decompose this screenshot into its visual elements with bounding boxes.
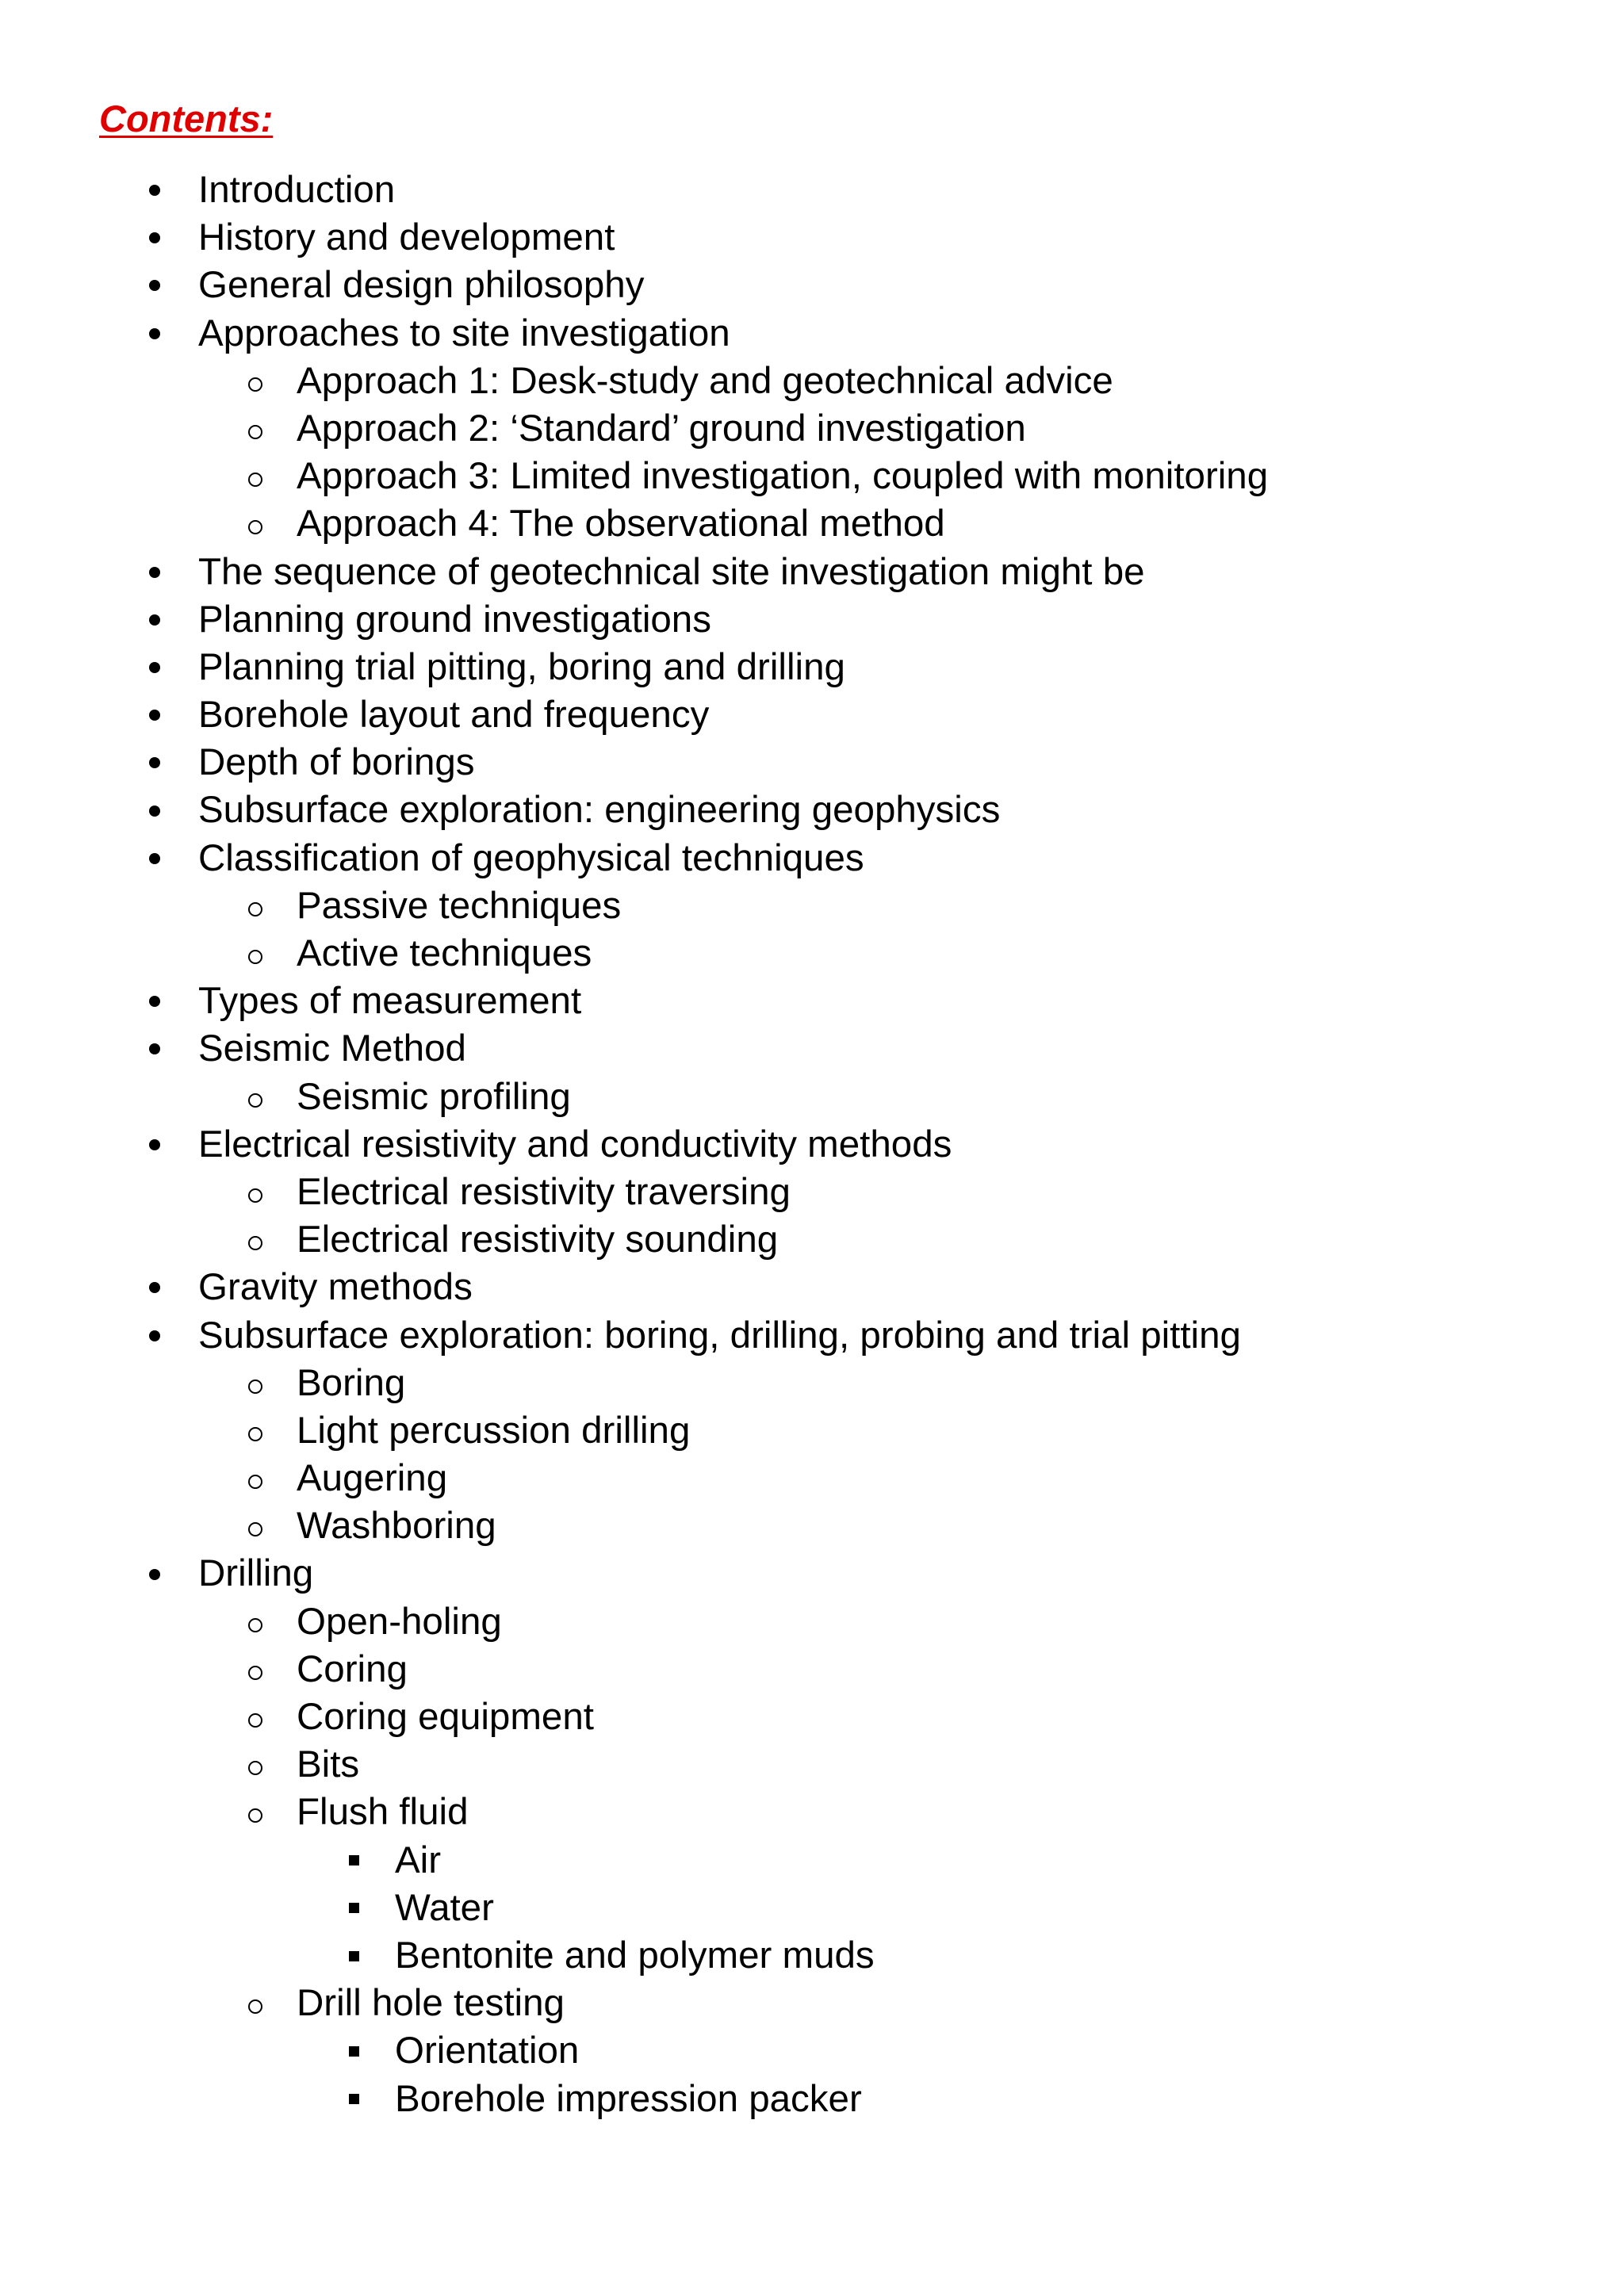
contents-item-text: Seismic Method	[198, 1027, 466, 1070]
bullet-circle-icon	[248, 1188, 262, 1203]
list-marker	[349, 1932, 359, 1980]
bullet-circle-icon	[248, 1666, 262, 1680]
bullet-disc-icon	[149, 710, 160, 721]
contents-item-text: Open-holing	[297, 1600, 502, 1643]
contents-item-text: Bits	[297, 1743, 360, 1786]
list-marker	[248, 1360, 262, 1407]
bullet-circle-icon	[248, 1236, 262, 1250]
list-marker	[248, 1693, 262, 1741]
list-marker	[149, 644, 160, 691]
contents-heading: Contents:	[99, 98, 274, 140]
bullet-circle-icon	[248, 425, 262, 439]
list-marker	[149, 1121, 160, 1169]
list-marker	[149, 262, 160, 309]
list-marker	[248, 930, 262, 978]
list-marker	[349, 2027, 359, 2075]
contents-item-level-1	[0, 739, 1624, 786]
list-marker	[349, 2076, 359, 2123]
contents-item-level-2	[0, 1980, 1624, 2027]
contents-item-text: Planning trial pitting, boring and drilling	[198, 645, 845, 688]
list-marker	[349, 1885, 359, 1932]
list-marker	[149, 214, 160, 262]
bullet-circle-icon	[248, 377, 262, 392]
contents-item-text: Approach 3: Limited investigation, coupled with monitoring	[297, 455, 1269, 498]
contents-item-text: The sequence of geotechnical site investigation might be	[198, 550, 1145, 593]
contents-item-text: Coring equipment	[297, 1696, 594, 1738]
list-marker	[149, 549, 160, 596]
list-marker	[149, 978, 160, 1025]
contents-item-level-2	[0, 1407, 1624, 1455]
contents-item-level-2	[0, 453, 1624, 500]
contents-item-text: Gravity methods	[198, 1266, 473, 1309]
contents-item-text: Washboring	[297, 1505, 496, 1548]
bullet-disc-icon	[149, 1569, 160, 1580]
contents-item-text: Coring	[297, 1647, 408, 1690]
contents-item-text: Orientation	[395, 2030, 580, 2072]
contents-item-level-2	[0, 1455, 1624, 1502]
bullet-disc-icon	[149, 996, 160, 1007]
contents-item-text: Borehole impression packer	[395, 2077, 862, 2120]
bullet-circle-icon	[248, 520, 262, 534]
bullet-square-icon	[349, 1951, 359, 1961]
bullet-circle-icon	[248, 950, 262, 964]
contents-item-level-1	[0, 1312, 1624, 1360]
contents-item-text: Depth of borings	[198, 741, 475, 784]
contents-item-text: Types of measurement	[198, 980, 582, 1023]
contents-item-level-2	[0, 1693, 1624, 1741]
bullet-circle-icon	[248, 1093, 262, 1108]
bullet-disc-icon	[149, 185, 160, 196]
list-marker	[149, 835, 160, 882]
bullet-disc-icon	[149, 806, 160, 817]
bullet-circle-icon	[248, 473, 262, 487]
list-marker	[248, 1169, 262, 1216]
list-marker	[248, 1789, 262, 1836]
contents-item-text: Approach 2: ‘Standard’ ground investigation	[297, 407, 1026, 450]
contents-item-level-3	[0, 1932, 1624, 1980]
list-marker	[149, 1025, 160, 1073]
contents-item-level-2	[0, 930, 1624, 978]
bullet-disc-icon	[149, 280, 160, 291]
contents-item-level-1	[0, 166, 1624, 214]
contents-item-text: Introduction	[198, 169, 396, 211]
contents-item-level-2	[0, 358, 1624, 405]
list-marker	[248, 1980, 262, 2027]
contents-item-text: Water	[395, 1886, 494, 1929]
contents-item-level-1	[0, 1025, 1624, 1073]
bullet-disc-icon	[149, 757, 160, 768]
contents-item-text: Active techniques	[297, 932, 592, 974]
contents-item-level-2	[0, 1360, 1624, 1407]
contents-item-level-2	[0, 500, 1624, 548]
list-marker	[248, 500, 262, 548]
list-marker	[248, 358, 262, 405]
contents-item-text: Subsurface exploration: engineering geophysics	[198, 789, 1001, 832]
bullet-disc-icon	[149, 1139, 160, 1150]
bullet-circle-icon	[248, 1522, 262, 1536]
bullet-circle-icon	[248, 1761, 262, 1775]
bullet-disc-icon	[149, 232, 160, 243]
list-marker	[149, 310, 160, 358]
contents-item-level-2	[0, 1646, 1624, 1693]
contents-item-text: History and development	[198, 216, 615, 259]
list-marker	[248, 405, 262, 453]
list-marker	[248, 1216, 262, 1264]
bullet-disc-icon	[149, 662, 160, 673]
contents-item-level-1	[0, 786, 1624, 834]
contents-item-text: Seismic profiling	[297, 1075, 571, 1118]
list-marker	[248, 453, 262, 500]
contents-item-level-1	[0, 644, 1624, 691]
bullet-circle-icon	[248, 1380, 262, 1394]
contents-item-level-2	[0, 1169, 1624, 1216]
contents-item-level-1	[0, 1264, 1624, 1311]
list-marker	[248, 1598, 262, 1646]
contents-item-level-2	[0, 882, 1624, 930]
contents-item-text: Electrical resistivity sounding	[297, 1219, 779, 1261]
contents-list	[0, 166, 1624, 2123]
list-marker	[149, 1264, 160, 1311]
bullet-circle-icon	[248, 1999, 262, 2014]
contents-item-level-1	[0, 214, 1624, 262]
list-marker	[248, 1502, 262, 1550]
list-marker	[149, 786, 160, 834]
contents-item-level-1	[0, 1550, 1624, 1598]
contents-item-text: Planning ground investigations	[198, 598, 711, 641]
contents-item-level-1	[0, 835, 1624, 882]
bullet-square-icon	[349, 1855, 359, 1866]
contents-item-level-2	[0, 1502, 1624, 1550]
contents-item-text: Approaches to site investigation	[198, 312, 730, 354]
list-marker	[149, 1312, 160, 1360]
list-marker	[149, 1550, 160, 1598]
bullet-disc-icon	[149, 328, 160, 339]
list-marker	[248, 1646, 262, 1693]
list-marker	[248, 1407, 262, 1455]
contents-item-text: Light percussion drilling	[297, 1409, 691, 1452]
contents-item-text: Electrical resistivity and conductivity methods	[198, 1123, 952, 1165]
bullet-circle-icon	[248, 1475, 262, 1489]
contents-item-text: Drilling	[198, 1552, 314, 1595]
contents-item-text: Subsurface exploration: boring, drilling, probing and trial pitting	[198, 1314, 1241, 1357]
contents-item-text: Drill hole testing	[297, 1982, 565, 2025]
list-marker	[248, 882, 262, 930]
list-marker	[248, 1455, 262, 1502]
bullet-disc-icon	[149, 853, 160, 864]
bullet-circle-icon	[248, 902, 262, 916]
bullet-disc-icon	[149, 567, 160, 578]
contents-item-level-3	[0, 1885, 1624, 1932]
bullet-square-icon	[349, 2094, 359, 2104]
contents-item-level-2	[0, 1741, 1624, 1789]
contents-item-level-1	[0, 262, 1624, 309]
contents-item-level-2	[0, 405, 1624, 453]
contents-item-level-1	[0, 1121, 1624, 1169]
list-marker	[149, 691, 160, 739]
contents-item-level-1	[0, 596, 1624, 644]
bullet-disc-icon	[149, 614, 160, 626]
contents-item-level-1	[0, 549, 1624, 596]
contents-item-text: Classification of geophysical techniques	[198, 836, 864, 879]
bullet-circle-icon	[248, 1808, 262, 1823]
contents-item-text: Approach 1: Desk-study and geotechnical advice	[297, 359, 1113, 402]
contents-item-level-1	[0, 691, 1624, 739]
bullet-circle-icon	[248, 1427, 262, 1441]
contents-item-level-2	[0, 1073, 1624, 1121]
list-marker	[149, 739, 160, 786]
list-marker	[248, 1741, 262, 1789]
contents-item-level-2	[0, 1789, 1624, 1836]
contents-item-text: General design philosophy	[198, 264, 645, 307]
list-marker	[248, 1073, 262, 1121]
contents-item-level-3	[0, 1837, 1624, 1885]
bullet-circle-icon	[248, 1713, 262, 1728]
bullet-disc-icon	[149, 1282, 160, 1293]
contents-item-level-2	[0, 1216, 1624, 1264]
bullet-disc-icon	[149, 1330, 160, 1341]
contents-item-text: Boring	[297, 1361, 406, 1404]
contents-item-text: Air	[395, 1839, 442, 1881]
contents-item-level-2	[0, 1598, 1624, 1646]
bullet-disc-icon	[149, 1043, 160, 1054]
list-marker	[149, 596, 160, 644]
contents-item-level-1	[0, 978, 1624, 1025]
contents-item-text: Electrical resistivity traversing	[297, 1170, 791, 1213]
contents-item-text: Passive techniques	[297, 884, 622, 927]
contents-item-level-1	[0, 310, 1624, 358]
contents-item-text: Bentonite and polymer muds	[395, 1934, 875, 1976]
contents-item-text: Approach 4: The observational method	[297, 503, 945, 545]
contents-item-level-3	[0, 2027, 1624, 2075]
contents-item-text: Augering	[297, 1457, 448, 1500]
contents-item-text: Flush fluid	[297, 1791, 469, 1834]
contents-item-text: Borehole layout and frequency	[198, 694, 710, 737]
bullet-square-icon	[349, 2046, 359, 2057]
bullet-square-icon	[349, 1903, 359, 1913]
list-marker	[349, 1837, 359, 1885]
bullet-circle-icon	[248, 1618, 262, 1632]
list-marker	[149, 166, 160, 214]
contents-item-level-3	[0, 2076, 1624, 2123]
